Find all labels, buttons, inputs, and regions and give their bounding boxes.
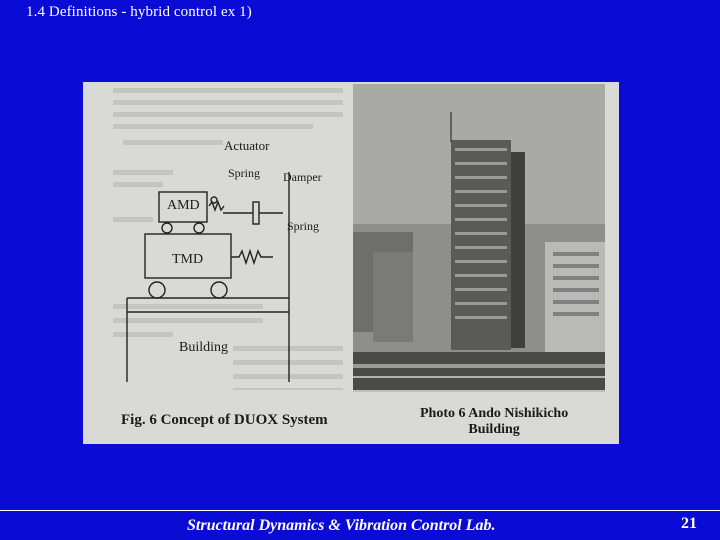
footer-divider bbox=[0, 510, 720, 511]
amd-wheel-right bbox=[194, 223, 204, 233]
footer-lab-name: Structural Dynamics & Vibration Control Lab. bbox=[187, 517, 496, 534]
tmd-wheel-right bbox=[211, 282, 227, 298]
photo-caption-line1: Photo 6 Ando Nishikicho bbox=[420, 406, 569, 421]
spring-label-side: Spring bbox=[287, 219, 320, 233]
damper-body bbox=[253, 202, 259, 224]
page-number: 21 bbox=[681, 515, 697, 532]
building-photo bbox=[353, 84, 605, 390]
slide-title: 1.4 Definitions - hybrid control ex 1) bbox=[26, 4, 252, 20]
figure-caption: Fig. 6 Concept of DUOX System bbox=[121, 412, 328, 428]
tmd-spring bbox=[231, 251, 273, 263]
figure-artwork bbox=[83, 82, 619, 444]
amd-label: AMD bbox=[167, 198, 200, 213]
duox-figure-image bbox=[83, 82, 619, 444]
building-label: Building bbox=[179, 340, 229, 355]
photo-caption-line2: Building bbox=[468, 422, 520, 437]
tmd-wheel-left bbox=[149, 282, 165, 298]
amd-wheel-left bbox=[162, 223, 172, 233]
actuator-label: Actuator bbox=[224, 138, 270, 153]
tmd-label: TMD bbox=[172, 252, 204, 267]
amd-spring bbox=[209, 202, 224, 210]
spring-label-top: Spring bbox=[228, 166, 261, 180]
photo-caption bbox=[420, 406, 568, 438]
damper-label: Damper bbox=[283, 170, 322, 184]
